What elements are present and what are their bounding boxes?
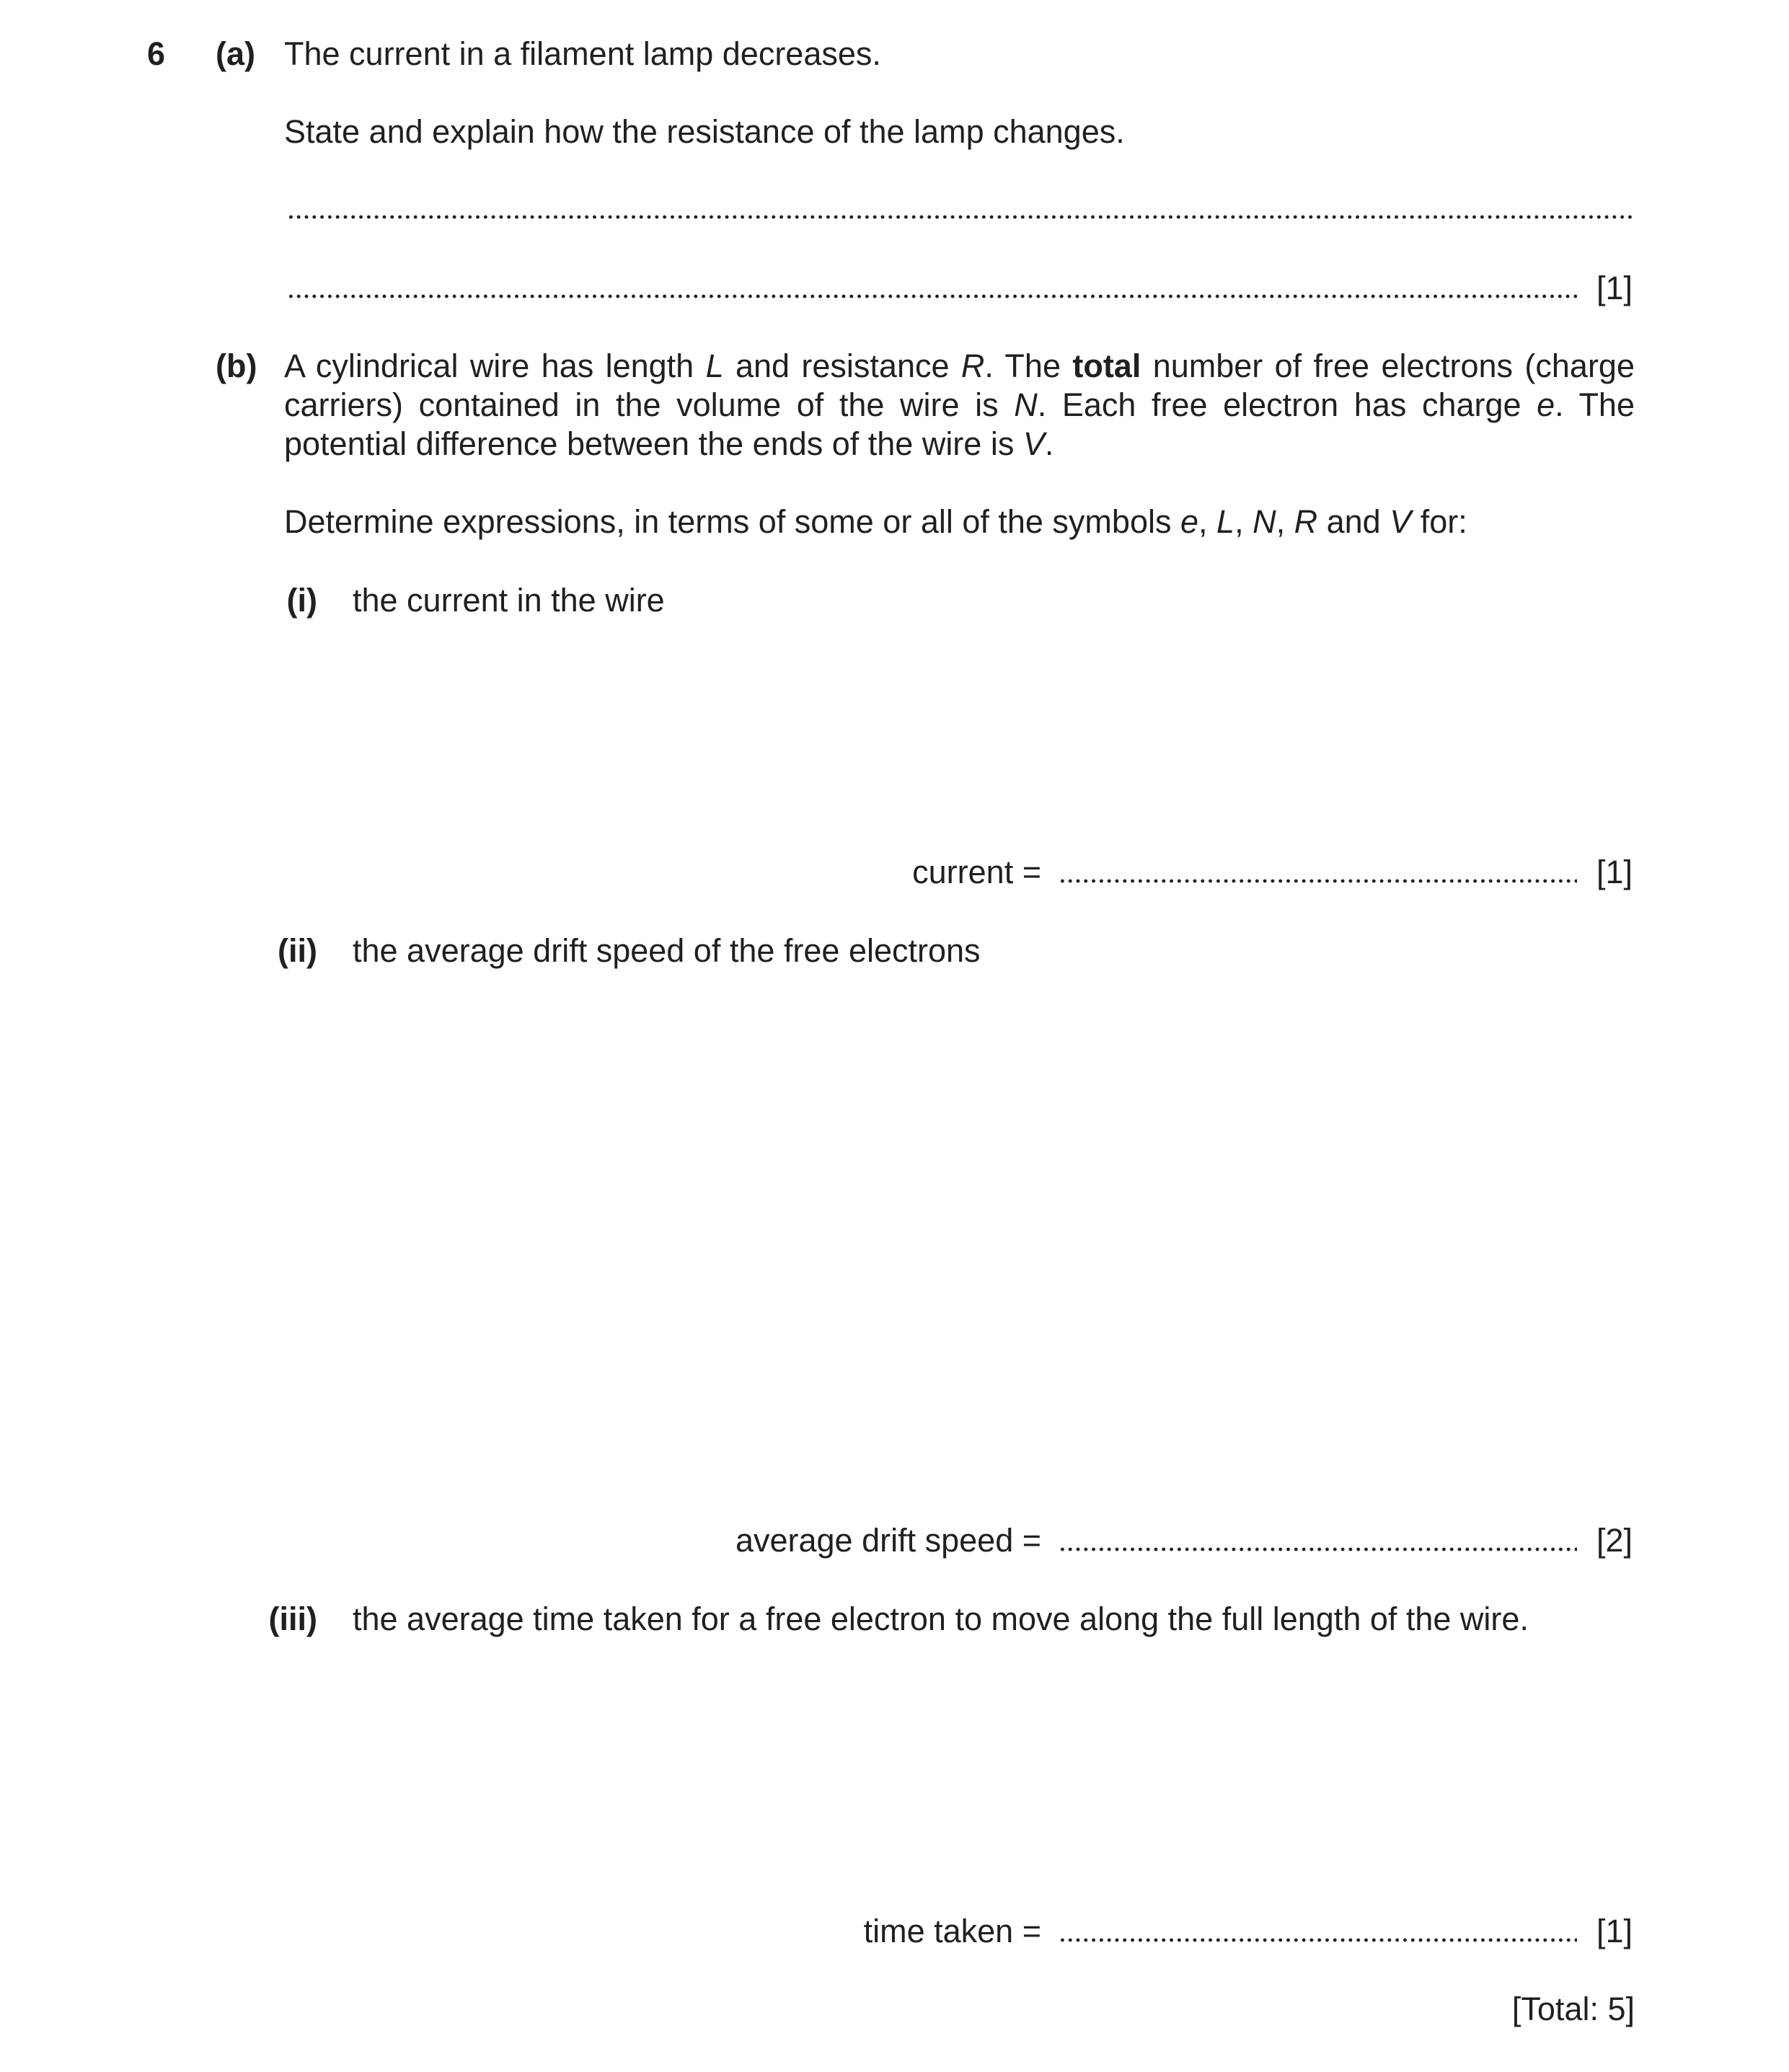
question-number: 6 bbox=[147, 35, 166, 72]
part-b-stem-line-2: carriers) contained in the volume of the wire is N. Each free electron has charge e. The bbox=[284, 386, 1635, 423]
sub-i-marks: [1] bbox=[1596, 854, 1633, 890]
sub-ii-text: the average drift speed of the free electrons bbox=[353, 932, 981, 969]
part-b-determine: Determine expressions, in terms of some or all of the symbols e, L, N, R and V for: bbox=[284, 503, 1467, 540]
sub-i-answer-label: current = bbox=[912, 854, 1041, 890]
part-b-stem-line-1: A cylindrical wire has length L and resistance R. The total number of free electrons (charge bbox=[284, 347, 1635, 384]
sub-i-text: the current in the wire bbox=[353, 582, 665, 619]
sub-iii-text: the average time taken for a free electron to move along the full length of the wire. bbox=[353, 1601, 1529, 1637]
part-a-label: (a) bbox=[216, 35, 255, 72]
sub-iii-label: (iii) bbox=[268, 1601, 317, 1637]
sub-ii-label: (ii) bbox=[278, 932, 317, 969]
sub-iii-marks: [1] bbox=[1596, 1913, 1633, 1949]
part-a-intro: The current in a filament lamp decreases. bbox=[284, 35, 881, 72]
sub-ii-answer-line[interactable] bbox=[1059, 1546, 1577, 1552]
sub-i-label: (i) bbox=[286, 582, 317, 619]
part-b-stem-line-3: potential difference between the ends of the wire is V. bbox=[284, 425, 1054, 462]
sub-ii-marks: [2] bbox=[1596, 1522, 1633, 1559]
answer-line-a-2[interactable] bbox=[287, 293, 1577, 299]
sub-iii-answer-label: time taken = bbox=[863, 1913, 1041, 1949]
question-total-marks: [Total: 5] bbox=[1511, 1991, 1635, 2027]
sub-iii-answer-line[interactable] bbox=[1059, 1937, 1577, 1943]
answer-line-a-1[interactable] bbox=[287, 214, 1633, 220]
part-a-marks: [1] bbox=[1596, 270, 1633, 306]
sub-ii-answer-label: average drift speed = bbox=[735, 1522, 1041, 1559]
part-b-label: (b) bbox=[216, 347, 257, 384]
sub-i-answer-line[interactable] bbox=[1059, 878, 1577, 884]
part-a-prompt: State and explain how the resistance of the lamp changes. bbox=[284, 113, 1125, 150]
